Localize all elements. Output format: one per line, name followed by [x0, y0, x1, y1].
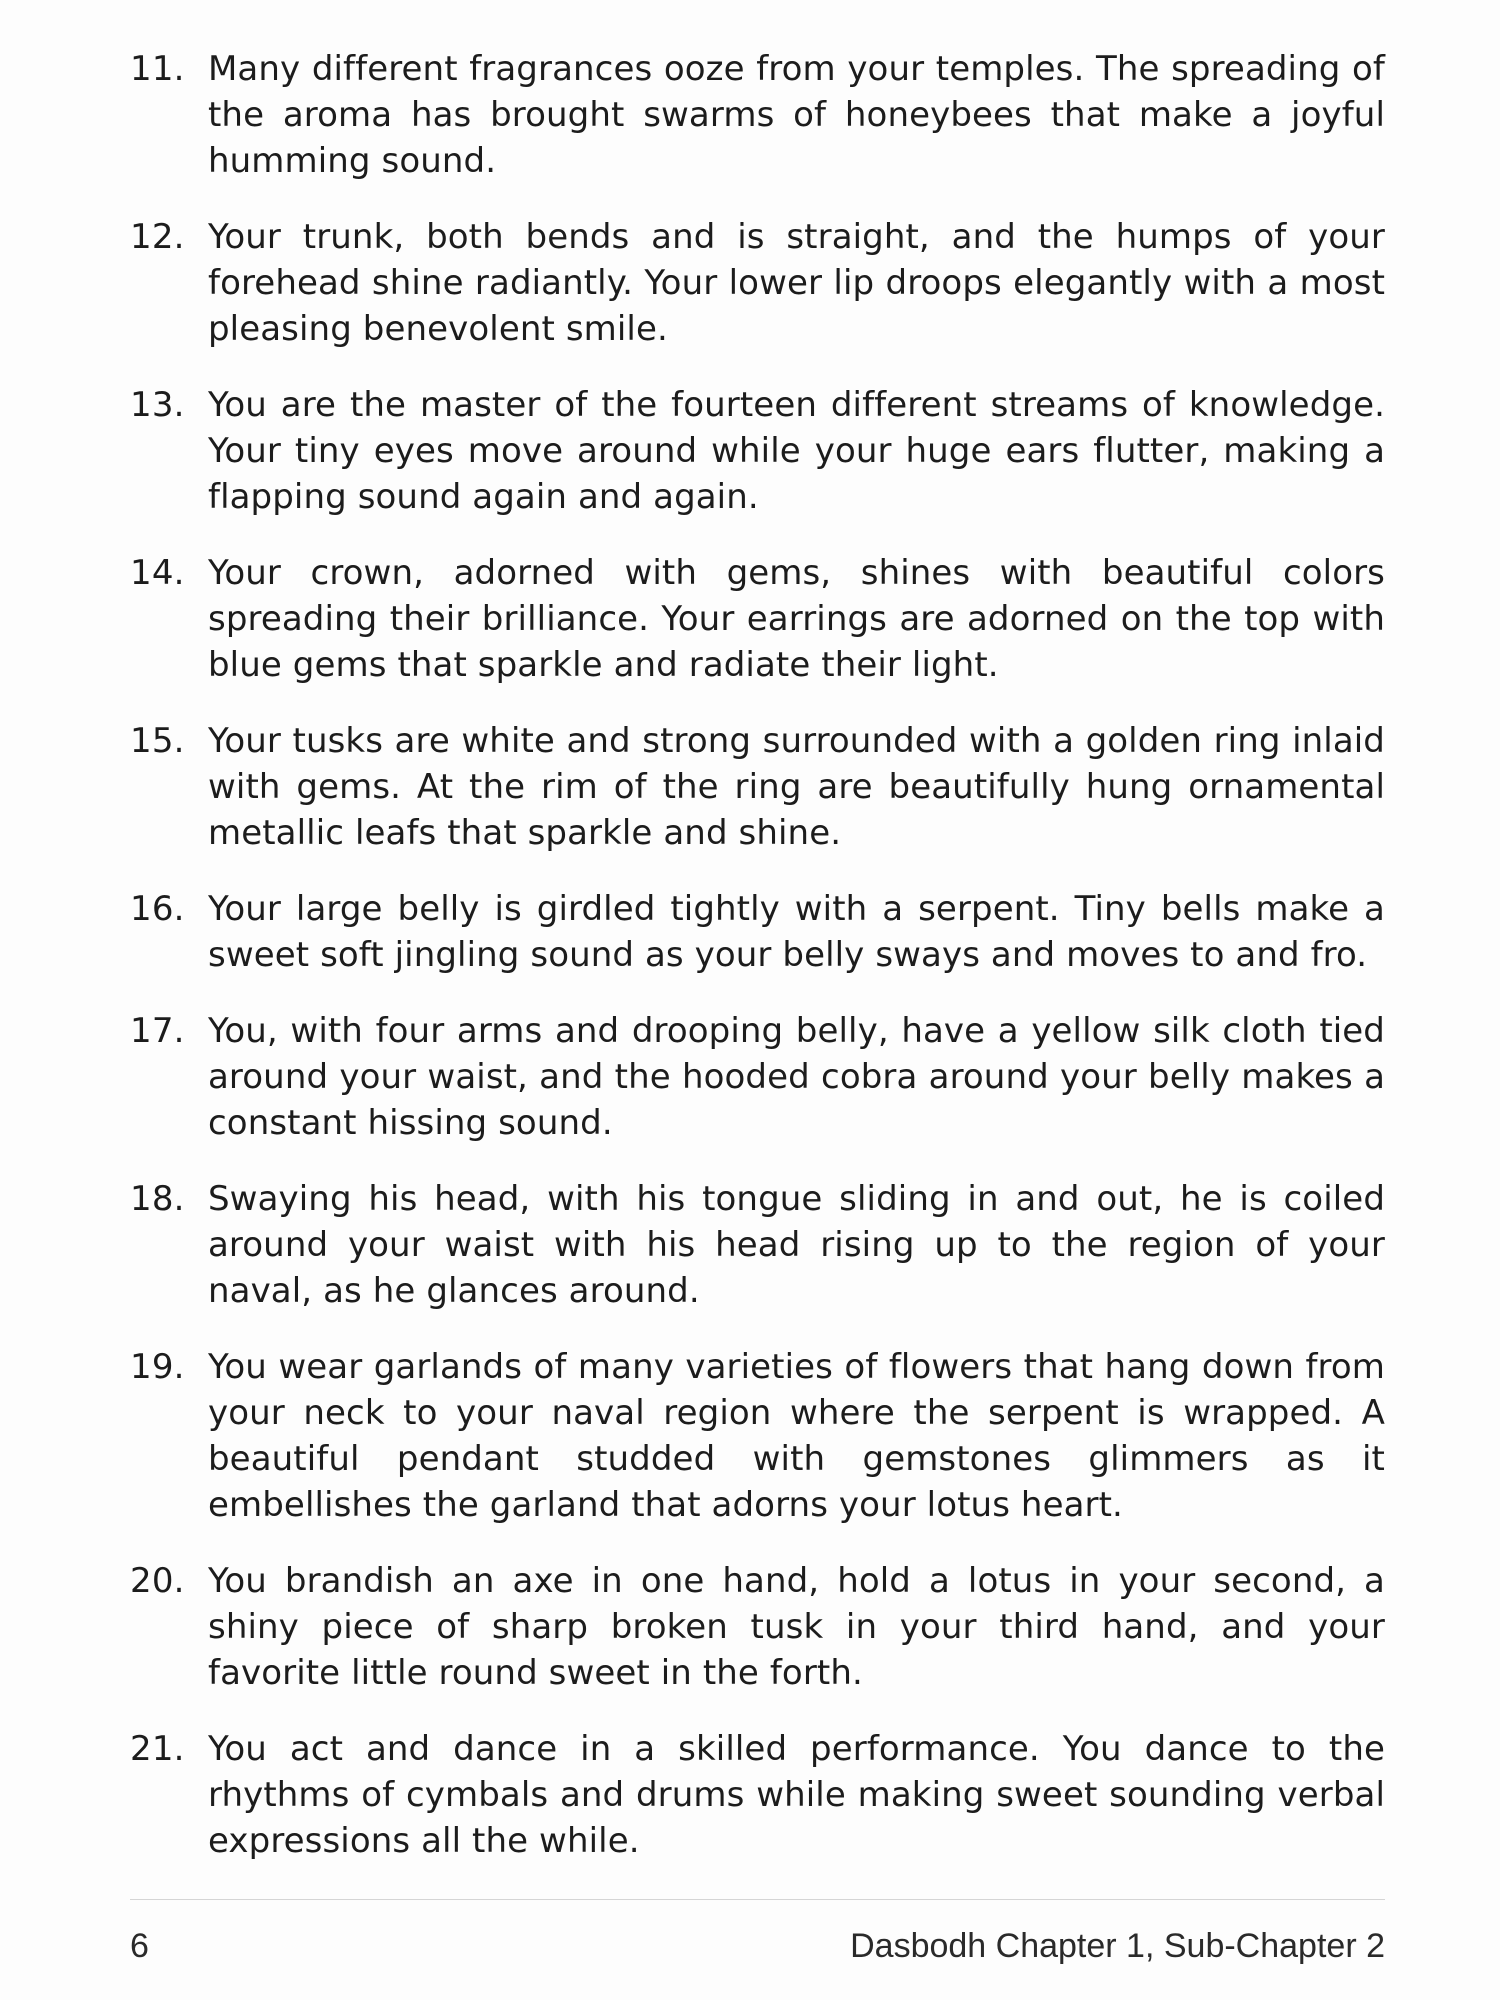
running-title: Dasbodh Chapter 1, Sub-Chapter 2: [850, 1926, 1385, 1965]
verse-text: Your trunk, both bends and is straight, and the humps of your forehead shine radiantly. Your lower lip droops elegantly with a most pleasing benevolent smile.: [208, 217, 1385, 349]
verse-number: 15.: [130, 721, 185, 761]
verse-number: 14.: [130, 553, 185, 593]
verse-text: You are the master of the fourteen different streams of knowledge. Your tiny eyes move around while your huge ears flutter, making a flapping sound again and again.: [208, 385, 1385, 517]
verse-number: 13.: [130, 385, 185, 425]
verse-number: 19.: [130, 1347, 185, 1387]
verse-number: 17.: [130, 1011, 185, 1051]
verse-item: [130, 1558, 1385, 1696]
verse-item: [130, 46, 1385, 184]
verse-number: 11.: [130, 49, 185, 89]
verse-number: 21.: [130, 1729, 185, 1769]
verse-number: 18.: [130, 1179, 185, 1219]
verse-item: [130, 214, 1385, 352]
verse-item: [130, 1344, 1385, 1528]
verse-item: [130, 886, 1385, 978]
verse-number: 20.: [130, 1561, 185, 1601]
verse-item: [130, 1726, 1385, 1864]
verse-text: You, with four arms and drooping belly, have a yellow silk cloth tied around your waist, and the hooded cobra around your belly makes a constant hissing sound.: [208, 1011, 1385, 1143]
footer-divider: [130, 1899, 1385, 1900]
verse-item: [130, 1008, 1385, 1146]
verse-list: [130, 46, 1385, 1894]
verse-item: [130, 1176, 1385, 1314]
verse-number: 16.: [130, 889, 185, 929]
verse-text: You brandish an axe in one hand, hold a lotus in your second, a shiny piece of sharp broken tusk in your third hand, and your favorite little round sweet in the forth.: [208, 1561, 1385, 1693]
verse-text: Your tusks are white and strong surrounded with a golden ring inlaid with gems. At the rim of the ring are beautifully hung ornamental metallic leafs that sparkle and shine.: [208, 721, 1385, 853]
verse-text: You act and dance in a skilled performance. You dance to the rhythms of cymbals and drums while making sweet sounding verbal expressions all the while.: [208, 1729, 1385, 1861]
verse-item: [130, 382, 1385, 520]
verse-number: 12.: [130, 217, 185, 257]
verse-item: [130, 718, 1385, 856]
verse-text: You wear garlands of many varieties of flowers that hang down from your neck to your naval region where the serpent is wrapped. A beautiful pendant studded with gemstones glimmers as it embellishes the garland that adorns your lotus heart.: [208, 1347, 1385, 1525]
verse-item: [130, 550, 1385, 688]
page-footer: [130, 1923, 1385, 1969]
verse-text: Many different fragrances ooze from your temples. The spreading of the aroma has brought swarms of honeybees that make a joyful humming sound.: [208, 49, 1385, 181]
verse-text: Your large belly is girdled tightly with a serpent. Tiny bells make a sweet soft jingling sound as your belly sways and moves to and fro.: [208, 889, 1385, 975]
page-number: 6: [130, 1926, 149, 1965]
verse-text: Swaying his head, with his tongue sliding in and out, he is coiled around your waist with his head rising up to the region of your naval, as he glances around.: [208, 1179, 1385, 1311]
verse-text: Your crown, adorned with gems, shines with beautiful colors spreading their brilliance. Your earrings are adorned on the top with blue gems that sparkle and radiate their light.: [208, 553, 1385, 685]
